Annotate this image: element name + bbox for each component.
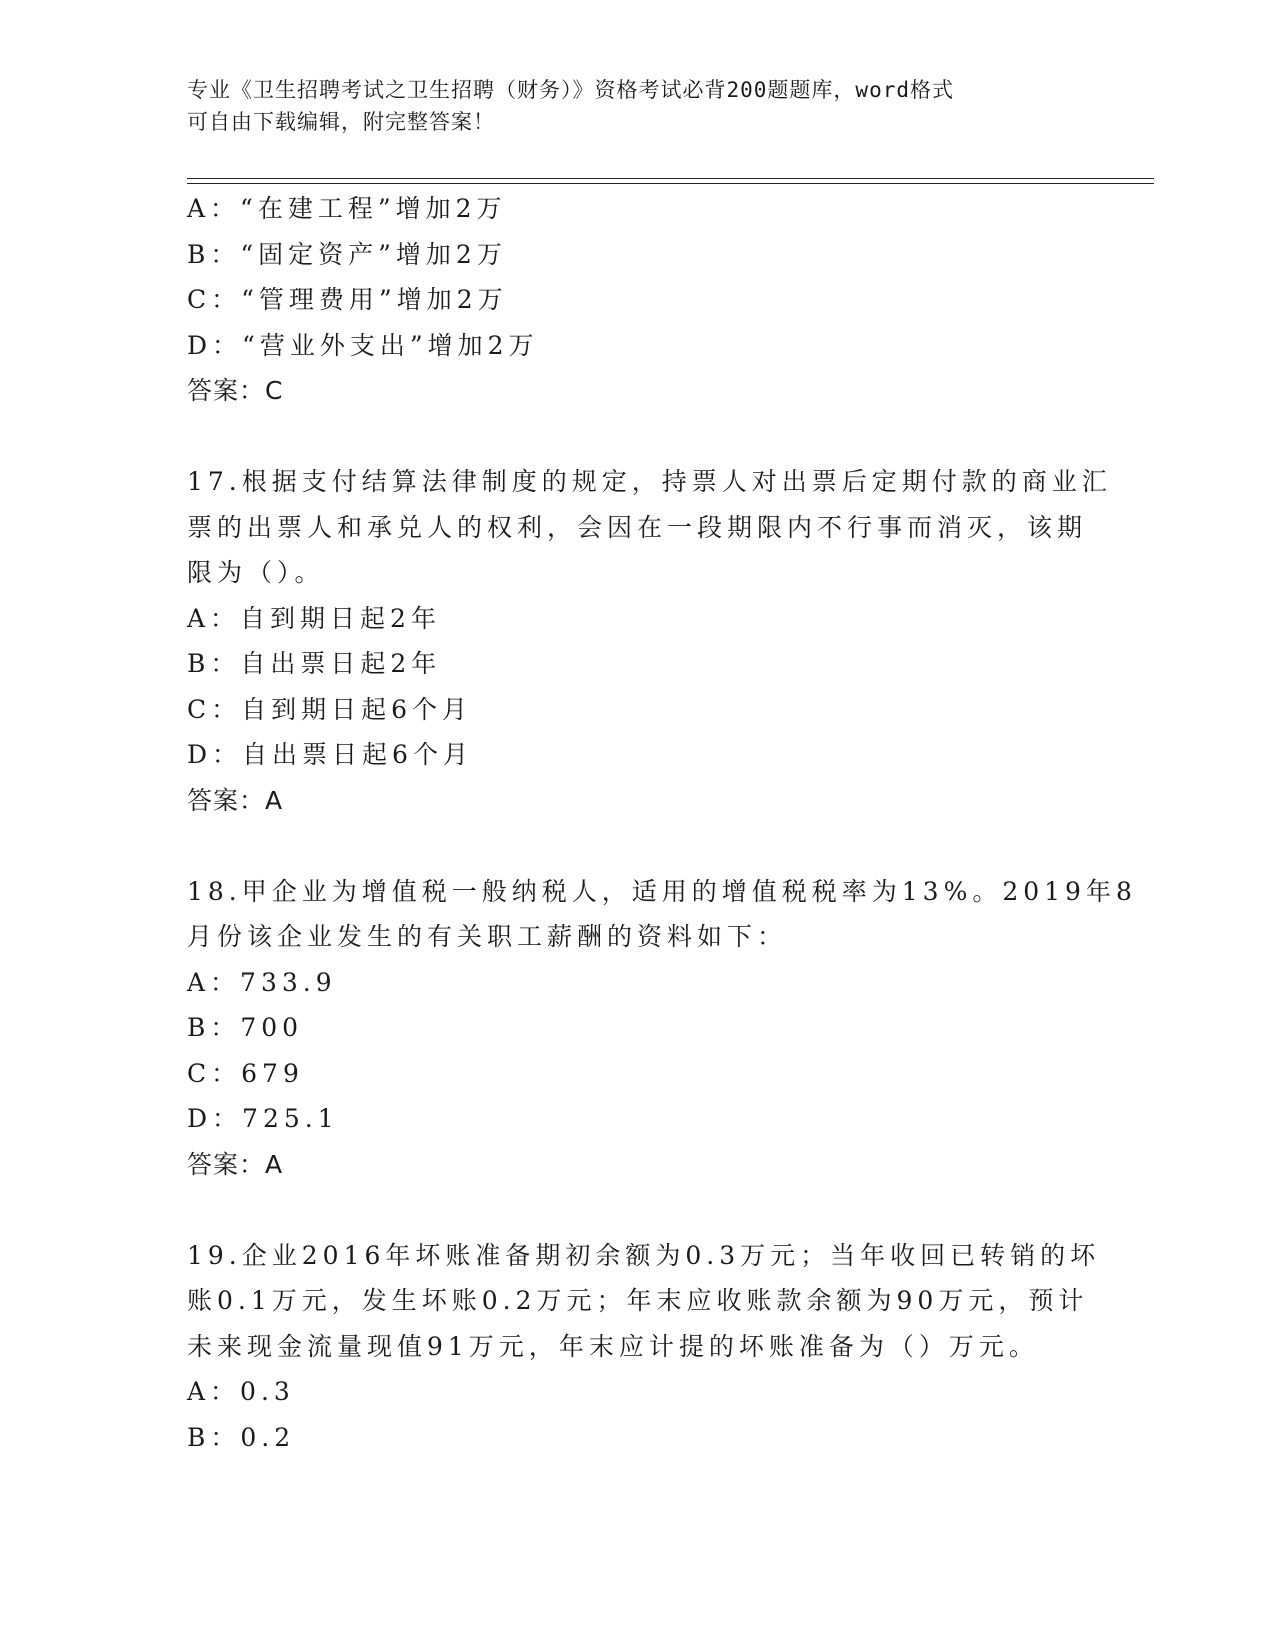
question-19-option-a: A：0.3 — [187, 1377, 295, 1406]
question-18-option-c: C：679 — [187, 1058, 304, 1088]
question-19-stem-line-2: 账0.1万元，发生坏账0.2万元；年末应收账款余额为90万元，预计 — [187, 1286, 1089, 1315]
document-header — [187, 74, 1067, 138]
question-19-option-b: B：0.2 — [187, 1422, 296, 1452]
question-18-block — [187, 869, 1137, 1188]
question-17-block — [187, 459, 1112, 823]
header-divider — [187, 178, 1154, 184]
question-17-stem-line-3: 限为（）。 — [187, 558, 325, 587]
question-17-option-d: D：自出票日起6个月 — [187, 740, 473, 769]
document-body — [187, 186, 1137, 1460]
spacer — [187, 414, 1107, 460]
question-18-stem-line-1: 18.甲企业为增值税一般纳税人，适用的增值税税率为13%。2019年8 — [187, 876, 1137, 906]
question-16-option-c: C：“管理费用”增加2万 — [187, 285, 508, 314]
question-17-stem-line-2: 票的出票人和承兑人的权利，会因在一段期限内不行事而消灭，该期 — [187, 512, 1088, 542]
question-18-answer: 答案：A — [187, 1149, 284, 1179]
question-16-answer: 答案：C — [187, 376, 284, 405]
question-17-stem-line-1: 17.根据支付结算法律制度的规定，持票人对出票后定期付款的商业汇 — [187, 467, 1112, 496]
spacer — [187, 1187, 1107, 1233]
question-18-stem-line-2: 月份该企业发生的有关职工薪酬的资料如下： — [187, 922, 788, 951]
question-16-option-d: D：“营业外支出”增加2万 — [187, 330, 539, 360]
question-17-option-a: A：自到期日起2年 — [187, 603, 441, 633]
question-17-answer: 答案：A — [187, 785, 284, 815]
spacer — [187, 823, 1107, 869]
question-18-option-a: A：733.9 — [187, 967, 337, 997]
question-19-stem-line-3: 未来现金流量现值91万元，年末应计提的坏账准备为（）万元。 — [187, 1331, 1039, 1361]
header-title-line-2: 可自由下载编辑，附完整答案！ — [187, 110, 495, 134]
question-19-stem-line-1: 19.企业2016年坏账准备期初余额为0.3万元；当年收回已转销的坏 — [187, 1240, 1101, 1270]
question-16-block — [187, 186, 1107, 414]
question-16-option-b: B：“固定资产”增加2万 — [187, 239, 507, 269]
question-17-option-b: B：自出票日起2年 — [187, 649, 442, 678]
question-18-option-d: D：725.1 — [187, 1104, 339, 1133]
question-16-option-a: A：“在建工程”增加2万 — [187, 194, 507, 223]
question-18-option-b: B：700 — [187, 1013, 304, 1042]
question-19-block — [187, 1233, 1107, 1461]
question-17-option-c: C：自到期日起6个月 — [187, 694, 473, 724]
header-title-line-1: 专业《卫生招聘考试之卫生招聘（财务）》资格考试必背200题题库，word格式 — [187, 78, 954, 102]
